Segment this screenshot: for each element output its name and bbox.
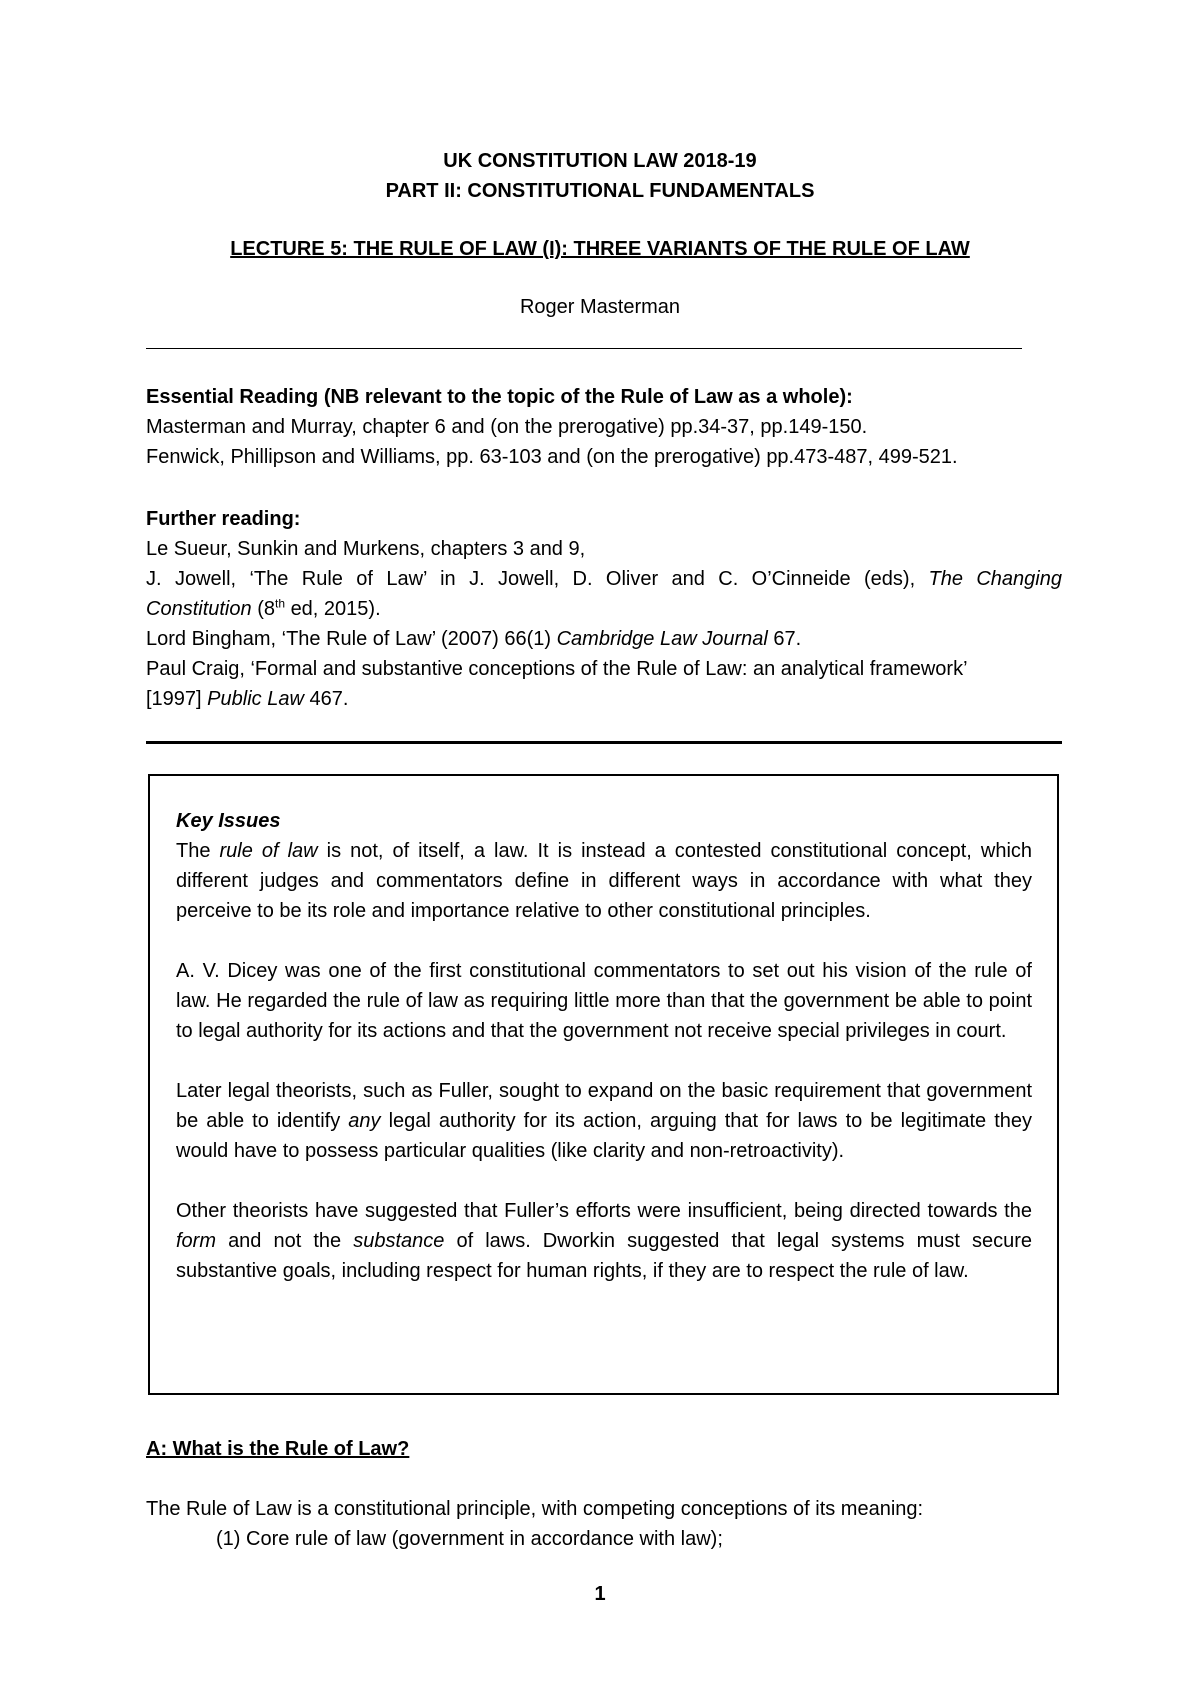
- section-a-heading: A: What is the Rule of Law?: [146, 1438, 410, 1460]
- key-issues-paragraph: A. V. Dicey was one of the first constitutional commentators to set out his vision of the rule of law. He regarded the rule of law as requiring little more than that the government be able to point to legal authority for its actions and that the government not receive special privileges in court.: [176, 960, 1032, 1042]
- essential-reading-item: Fenwick, Phillipson and Williams, pp. 63-103 and (on the prerogative) pp.473-487, 499-521.: [146, 446, 958, 468]
- essential-reading-item: Masterman and Murray, chapter 6 and (on the prerogative) pp.34-37, pp.149-150.: [146, 416, 868, 438]
- author-name: Roger Masterman: [519, 296, 681, 318]
- essential-reading-heading: Essential Reading (NB relevant to the topic of the Rule of Law as a whole):: [146, 386, 853, 408]
- further-reading-item: J. Jowell, ‘The Rule of Law’ in J. Jowell, D. Oliver and C. O’Cinneide (eds), The Changing: [146, 568, 1062, 590]
- further-reading-item: Le Sueur, Sunkin and Murkens, chapters 3 and 9,: [146, 538, 586, 560]
- key-issues-paragraph: Other theorists have suggested that Fuller’s efforts were insufficient, being directed towards the form and not the substance of laws. Dworkin suggested that legal systems must secure substantive goals, including respect for human rights, if they are to respect the rule of law.: [176, 1200, 1032, 1282]
- key-issues-heading: Key Issues: [176, 810, 281, 832]
- course-title: UK CONSTITUTION LAW 2018-19: [443, 150, 757, 172]
- section-a-intro: The Rule of Law is a constitutional principle, with competing conceptions of its meaning:: [146, 1498, 924, 1520]
- page-number: 1: [594, 1583, 606, 1605]
- lecture-title: LECTURE 5: THE RULE OF LAW (I): THREE VARIANTS OF THE RULE OF LAW: [230, 238, 970, 260]
- key-issues-content: [176, 806, 1032, 1286]
- part-title: PART II: CONSTITUTIONAL FUNDAMENTALS: [385, 180, 815, 202]
- further-reading-heading: Further reading:: [146, 508, 301, 530]
- key-issues-paragraph: Later legal theorists, such as Fuller, sought to expand on the basic requirement that government be able to identify any legal authority for its action, arguing that for laws to be legitimate they would have to possess particular qualities (like clarity and non-retroactivity).: [176, 1080, 1033, 1162]
- key-issues-paragraph: The rule of law is not, of itself, a law. It is instead a contested constitutional concept, which different judges and commentators define in different ways in accordance with what they perceive to be its role and importance relative to other constitutional principles.: [176, 840, 1033, 922]
- header-divider: [146, 348, 1022, 349]
- further-reading-item-continued: Constitution (8th ed, 2015).: [146, 596, 381, 620]
- further-reading-item-continued: [1997] Public Law 467.: [146, 688, 349, 710]
- key-issues-box: [148, 774, 1059, 1395]
- essential-reading-section: [146, 382, 1062, 472]
- further-reading-item: Paul Craig, ‘Formal and substantive conceptions of the Rule of Law: an analytical framework’: [146, 658, 968, 680]
- section-a-body: [146, 1494, 1062, 1554]
- reading-divider: [146, 741, 1062, 744]
- list-item: (1) Core rule of law (government in accordance with law);: [216, 1528, 723, 1550]
- further-reading-section: [146, 504, 1062, 714]
- further-reading-item: Lord Bingham, ‘The Rule of Law’ (2007) 66(1) Cambridge Law Journal 67.: [146, 628, 802, 650]
